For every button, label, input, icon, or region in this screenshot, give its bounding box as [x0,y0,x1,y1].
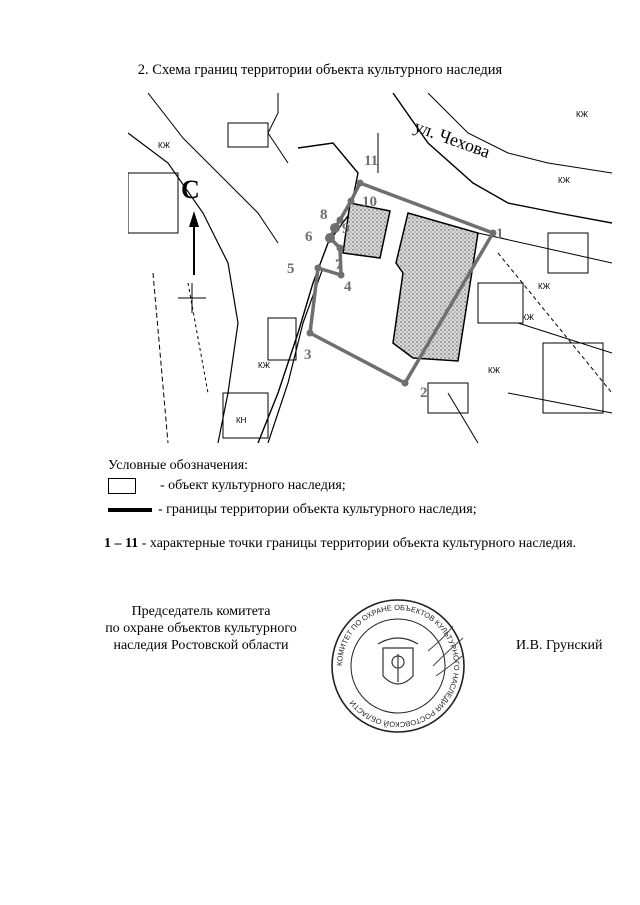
point-label: 5 [287,261,295,277]
building-label: КЖ [522,313,535,322]
point-label: 2 [420,385,428,401]
building-label: КЖ [538,282,551,291]
position-line: наследия Ростовской области [113,638,289,653]
points-description: - характерные точки границы территории объекта культурного наследия. [141,536,577,551]
object-swatch [108,478,136,494]
legend-boundary-label: - границы территории объекта культурного наследия; [158,502,477,517]
legend-object [108,478,346,494]
building-label: КЖ [258,361,271,370]
point-label: 8 [320,207,328,223]
heritage-building-main [393,213,478,361]
legend-object-label: - объект культурного наследия; [160,478,346,493]
signatory-position [82,603,320,654]
street-label: ул. Чехова [411,115,493,162]
official-seal [328,596,468,736]
point-label: 6 [305,229,313,245]
point-label: 11 [364,153,379,169]
heritage-building-small [343,203,390,258]
point-label: 7 [335,257,343,273]
position-line: по охране объектов культурного [105,621,297,636]
heritage-object-buildings [343,203,478,361]
boundary-scheme-map [128,93,612,443]
coat-of-arms-icon [378,638,418,684]
north-letter: С [181,175,200,204]
point-label: 3 [304,347,312,363]
legend-heading: Условные обозначения: [108,458,249,473]
north-arrow [181,175,200,275]
boundary-swatch [108,508,152,512]
point-label: 10 [362,194,377,210]
building-label: КН [236,416,247,425]
building-label: КЖ [558,176,571,185]
cadastral-background [128,93,612,443]
page-title: 2. Схема границ территории объекта культурного наследия [137,62,503,78]
signatory-name: И.В. Грунский [516,638,603,653]
building-label: КЖ [158,141,171,150]
seal-ring-text: КОМИТЕТ ПО ОХРАНЕ ОБЪЕКТОВ КУЛЬТУРНОГО НАСЛЕДИЯ РОСТОВСКОЙ ОБЛАСТИ [334,602,462,730]
point-label: 9 [342,221,350,237]
point-label: 4 [344,279,352,295]
legend-points [104,536,576,552]
point-label: 1 [496,226,504,242]
building-label: КЖ [488,366,501,375]
position-line: Председатель комитета [131,604,271,619]
legend-boundary [108,502,477,518]
building-label: КЖ [576,110,589,119]
points-range: 1 – 11 [104,536,139,551]
